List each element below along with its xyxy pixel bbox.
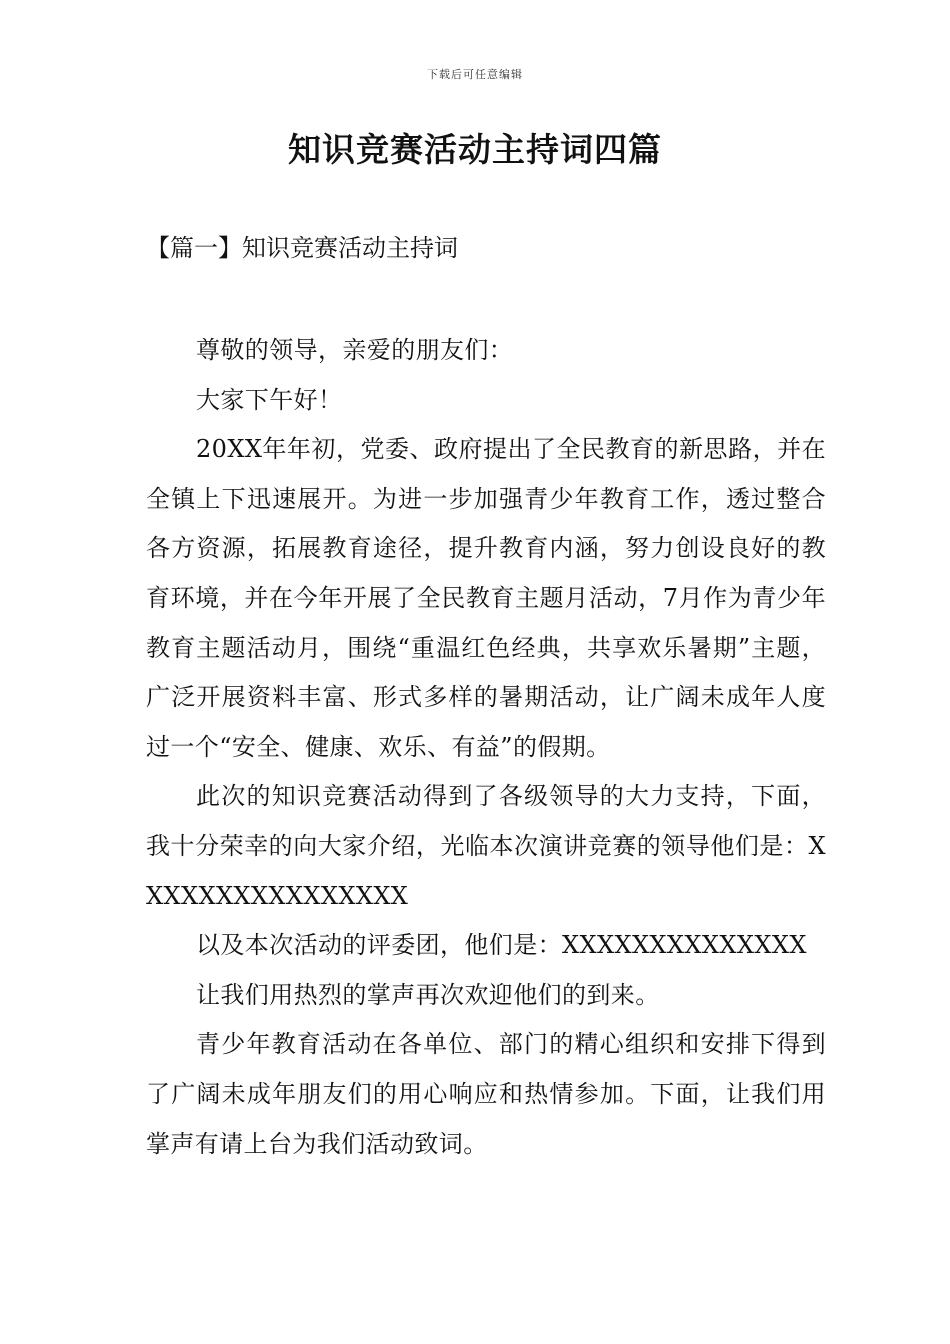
document-title: 知识竞赛活动主持词四篇	[288, 130, 662, 169]
body-text	[146, 326, 826, 1169]
paragraph-leaders: 此次的知识竞赛活动得到了各级领导的大力支持，下面，我十分荣幸的向大家介绍，光临本次演讲竞赛的领导他们是：XXXXXXXXXXXXXXXX	[146, 782, 826, 910]
paragraph-judges: 以及本次活动的评委团，他们是：XXXXXXXXXXXXXX	[196, 931, 807, 960]
paragraph-background: 20XX年年初，党委、政府提出了全民教育的新思路，并在全镇上下迅速展开。为进一步加强青少年教育工作，透过整合各方资源，拓展教育途径，提升教育内涵，努力创设良好的教育环境，并在今年开展了全民教育主题月活动，7月作为青少年教育主题活动月，围绕“重温红色经典，共享欢乐暑期”主题，广泛开展资料丰富、形式多样的暑期活动，让广阔未成年人度过一个“安全、健康、欢乐、有益”的假期。	[146, 435, 826, 761]
paragraph-invitation: 青少年教育活动在各单位、部门的精心组织和安排下得到了广阔未成年朋友们的用心响应和热情参加。下面，让我们用掌声有请上台为我们活动致词。	[146, 1030, 826, 1158]
paragraph-welcome: 让我们用热烈的掌声再次欢迎他们的到来。	[196, 980, 660, 1009]
paragraph-salutation: 尊敬的领导，亲爱的朋友们：	[196, 336, 514, 364]
header-note: 下载后可任意编辑	[427, 68, 523, 81]
section-heading: 【篇一】知识竞赛活动主持词	[146, 234, 458, 262]
paragraph-greeting: 大家下午好！	[196, 385, 343, 414]
